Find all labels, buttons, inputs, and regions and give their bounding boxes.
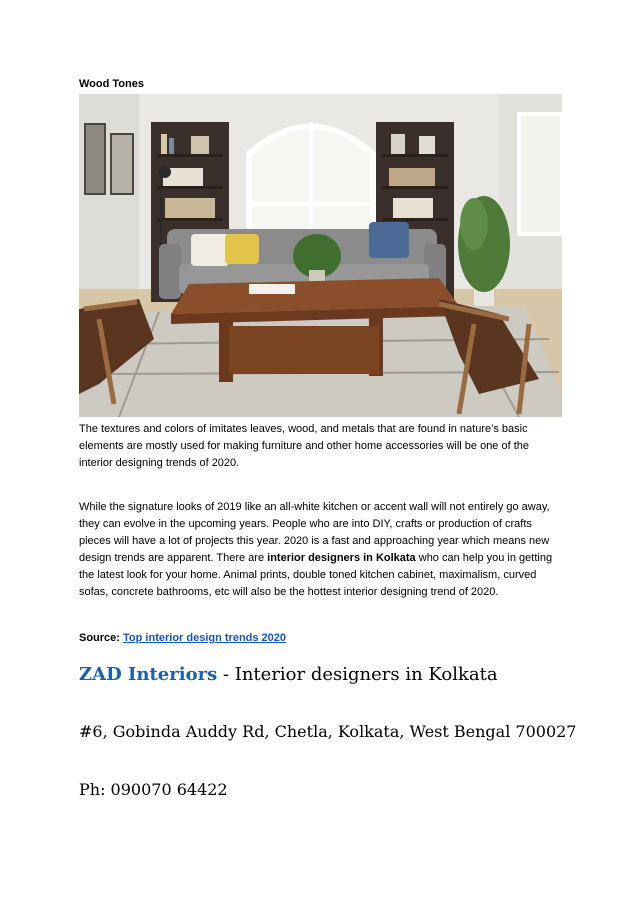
- source-line: [79, 632, 286, 644]
- trends-text-after: who can help you in getting the latest look for your home. Animal prints, double toned kitchen cabinet, maximalism, curved sofas, concrete bathrooms, etc will also be the hottest interior designing trend of 2020.: [79, 552, 553, 598]
- trends-bold-keyword: interior designers in Kolkata: [267, 552, 416, 564]
- source-link[interactable]: Top interior design trends 2020: [123, 632, 287, 644]
- trends-text-before: While the signature looks of 2019 like an all-white kitchen or accent wall will not entirely go away, they can evolve in the upcoming years. People who are into DIY, crafts or production of crafts pieces will have a lot of projects this year. 2020 is a fast and approaching year which means new design trends are apparent. There are: [79, 501, 550, 564]
- intro-paragraph: The textures and colors of imitates leaves, wood, and metals that are found in nature’s basic elements are mostly used for making furniture and other home accessories will be one of the interior designing trends of 2020.: [79, 423, 530, 469]
- company-name-link[interactable]: ZAD Interiors: [79, 664, 218, 685]
- company-line: [79, 664, 498, 685]
- company-address: #6, Gobinda Auddy Rd, Chetla, Kolkata, West Bengal 700027: [79, 722, 577, 741]
- trends-paragraph: [79, 499, 565, 601]
- company-tagline: - Interior designers in Kolkata: [217, 664, 498, 685]
- living-room-photo: [79, 94, 562, 417]
- section-heading: Wood Tones: [79, 78, 144, 90]
- company-phone: Ph: 090070 64422: [79, 780, 228, 799]
- source-label: Source:: [79, 632, 120, 644]
